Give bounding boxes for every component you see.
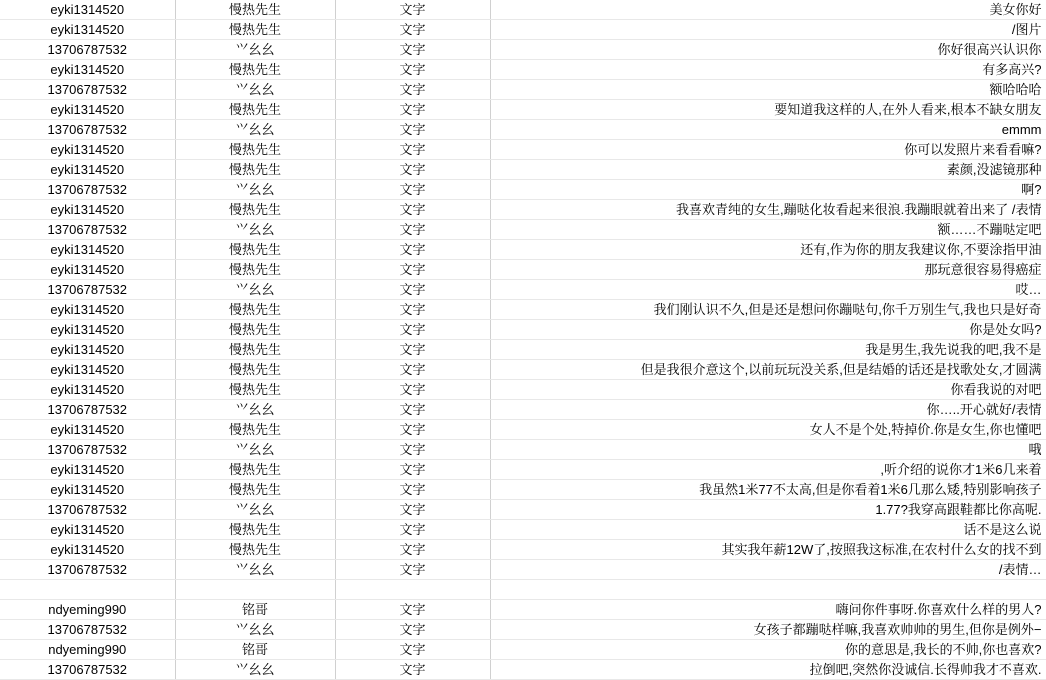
cell-account-id[interactable]: eyki1314520 [0, 240, 175, 260]
cell-message-type[interactable]: 文字 [335, 620, 490, 640]
cell-nickname[interactable]: 慢热先生 [175, 380, 335, 400]
cell-account-id[interactable]: 13706787532 [0, 440, 175, 460]
table-row[interactable] [0, 460, 1046, 480]
cell-account-id[interactable]: eyki1314520 [0, 140, 175, 160]
cell-account-id[interactable]: eyki1314520 [0, 200, 175, 220]
table-row[interactable] [0, 380, 1046, 400]
cell-message-text[interactable]: 你可以发照片来看看嘛? [490, 140, 1046, 160]
cell-account-id[interactable]: 13706787532 [0, 500, 175, 520]
cell-message-text[interactable]: 女人不是个处,特掉价.你是女生,你也懂吧 [490, 420, 1046, 440]
cell-message-text[interactable]: 有多高兴? [490, 60, 1046, 80]
cell-nickname[interactable]: 慢热先生 [175, 240, 335, 260]
cell-message-text[interactable]: /表情… [490, 560, 1046, 580]
cell-nickname[interactable]: 铭哥 [175, 640, 335, 660]
cell-message-text[interactable]: 女孩子都蹦哒样嘛,我喜欢帅帅的男生,但你是例外− [490, 620, 1046, 640]
cell-nickname[interactable]: 慢热先生 [175, 520, 335, 540]
cell-message-type[interactable]: 文字 [335, 540, 490, 560]
table-row[interactable] [0, 440, 1046, 460]
cell-message-text[interactable]: 你好很高兴认识你 [490, 40, 1046, 60]
cell-message-text[interactable]: 我们刚认识不久,但是还是想问你蹦哒句,你千万别生气,我也只是好奇 [490, 300, 1046, 320]
cell-message-text[interactable]: 嗨问你件事呀.你喜欢什么样的男人? [490, 600, 1046, 620]
cell-nickname[interactable]: 慢热先生 [175, 480, 335, 500]
cell-account-id[interactable]: 13706787532 [0, 180, 175, 200]
table-row[interactable] [0, 600, 1046, 620]
cell-account-id[interactable]: 13706787532 [0, 120, 175, 140]
cell-message-type[interactable]: 文字 [335, 560, 490, 580]
cell-nickname[interactable]: 慢热先生 [175, 420, 335, 440]
cell-nickname[interactable]: 慢热先生 [175, 200, 335, 220]
cell-nickname[interactable]: 慢热先生 [175, 60, 335, 80]
cell-message-text[interactable]: 你的意思是,我长的不帅,你也喜欢? [490, 640, 1046, 660]
cell-message-text[interactable]: ,听介绍的说你才1米6几来着 [490, 460, 1046, 480]
cell-message-type[interactable]: 文字 [335, 120, 490, 140]
cell-nickname[interactable]: 慢热先生 [175, 0, 335, 20]
cell-message-type[interactable]: 文字 [335, 300, 490, 320]
cell-account-id[interactable]: eyki1314520 [0, 340, 175, 360]
cell-message-type[interactable]: 文字 [335, 440, 490, 460]
table-row[interactable] [0, 220, 1046, 240]
cell-message-text[interactable]: 你看我说的对吧 [490, 380, 1046, 400]
cell-nickname[interactable]: ⺍幺幺 [175, 120, 335, 140]
cell-message-text[interactable]: 啊? [490, 180, 1046, 200]
table-row[interactable] [0, 500, 1046, 520]
table-row[interactable] [0, 360, 1046, 380]
cell-message-type[interactable]: 文字 [335, 600, 490, 620]
table-row[interactable] [0, 420, 1046, 440]
cell-nickname[interactable]: ⺍幺幺 [175, 280, 335, 300]
cell-message-type[interactable]: 文字 [335, 60, 490, 80]
cell-message-text[interactable]: 美女你好 [490, 0, 1046, 20]
cell-message-text[interactable]: 额……不蹦哒定吧 [490, 220, 1046, 240]
cell-nickname[interactable]: 铭哥 [175, 600, 335, 620]
cell-nickname[interactable]: ⺍幺幺 [175, 180, 335, 200]
cell-nickname[interactable]: 慢热先生 [175, 300, 335, 320]
cell-account-id[interactable]: eyki1314520 [0, 540, 175, 560]
cell-message-type[interactable]: 文字 [335, 200, 490, 220]
cell-message-type[interactable]: 文字 [335, 220, 490, 240]
table-row[interactable] [0, 120, 1046, 140]
table-row[interactable] [0, 40, 1046, 60]
cell-message-type[interactable]: 文字 [335, 160, 490, 180]
table-row[interactable] [0, 400, 1046, 420]
cell-account-id[interactable]: 13706787532 [0, 40, 175, 60]
table-row[interactable] [0, 480, 1046, 500]
cell-account-id[interactable]: eyki1314520 [0, 300, 175, 320]
cell-account-id[interactable]: eyki1314520 [0, 380, 175, 400]
cell-message-text[interactable]: 你是处女吗? [490, 320, 1046, 340]
cell-message-text[interactable]: 哎… [490, 280, 1046, 300]
table-row[interactable] [0, 640, 1046, 660]
cell-account-id[interactable]: eyki1314520 [0, 100, 175, 120]
cell-account-id[interactable]: 13706787532 [0, 280, 175, 300]
cell-nickname[interactable]: 慢热先生 [175, 320, 335, 340]
cell-account-id[interactable]: 13706787532 [0, 400, 175, 420]
cell-message-text[interactable]: 我喜欢青纯的女生,蹦哒化妆看起来很浪.我蹦眼就着出来了 /表情 [490, 200, 1046, 220]
cell-account-id[interactable]: 13706787532 [0, 80, 175, 100]
cell-account-id[interactable]: 13706787532 [0, 620, 175, 640]
cell-message-text[interactable]: 素颜,没滤镜那种 [490, 160, 1046, 180]
table-row[interactable] [0, 260, 1046, 280]
table-row[interactable] [0, 80, 1046, 100]
cell-message-text[interactable]: 1.77?我穿高跟鞋都比你高呢. [490, 500, 1046, 520]
table-row[interactable] [0, 520, 1046, 540]
table-row[interactable] [0, 0, 1046, 20]
cell-message-text[interactable]: emmm [490, 120, 1046, 140]
cell-nickname[interactable]: ⺍幺幺 [175, 660, 335, 680]
cell-nickname[interactable]: ⺍幺幺 [175, 560, 335, 580]
cell-message-text[interactable]: 我是男生,我先说我的吧,我不是 [490, 340, 1046, 360]
cell-message-type[interactable]: 文字 [335, 340, 490, 360]
cell-nickname[interactable]: 慢热先生 [175, 340, 335, 360]
cell-nickname[interactable] [175, 580, 335, 600]
cell-nickname[interactable]: ⺍幺幺 [175, 500, 335, 520]
cell-message-type[interactable]: 文字 [335, 380, 490, 400]
cell-message-text[interactable]: 其实我年薪12W了,按照我这标准,在农村什么女的找不到 [490, 540, 1046, 560]
cell-account-id[interactable]: 13706787532 [0, 560, 175, 580]
table-row[interactable] [0, 180, 1046, 200]
cell-nickname[interactable]: 慢热先生 [175, 100, 335, 120]
cell-message-text[interactable]: 哦 [490, 440, 1046, 460]
table-row[interactable] [0, 580, 1046, 600]
cell-message-text[interactable]: 还有,作为你的朋友我建议你,不要涂指甲油 [490, 240, 1046, 260]
cell-nickname[interactable]: 慢热先生 [175, 360, 335, 380]
cell-account-id[interactable]: eyki1314520 [0, 520, 175, 540]
table-row[interactable] [0, 540, 1046, 560]
cell-account-id[interactable]: eyki1314520 [0, 160, 175, 180]
cell-message-text[interactable]: 你…..开心就好/表情 [490, 400, 1046, 420]
cell-message-type[interactable] [335, 580, 490, 600]
cell-message-type[interactable]: 文字 [335, 460, 490, 480]
cell-nickname[interactable]: 慢热先生 [175, 20, 335, 40]
table-row[interactable] [0, 160, 1046, 180]
cell-message-type[interactable]: 文字 [335, 400, 490, 420]
cell-message-type[interactable]: 文字 [335, 140, 490, 160]
table-row[interactable] [0, 620, 1046, 640]
table-row[interactable] [0, 320, 1046, 340]
table-row[interactable] [0, 560, 1046, 580]
cell-account-id[interactable]: ndyeming990 [0, 600, 175, 620]
cell-nickname[interactable]: ⺍幺幺 [175, 440, 335, 460]
cell-message-text[interactable] [490, 580, 1046, 600]
table-row[interactable] [0, 240, 1046, 260]
cell-message-type[interactable]: 文字 [335, 360, 490, 380]
cell-message-text[interactable]: 要知道我这样的人,在外人看来,根本不缺女朋友 [490, 100, 1046, 120]
cell-nickname[interactable]: 慢热先生 [175, 540, 335, 560]
cell-message-type[interactable]: 文字 [335, 320, 490, 340]
cell-message-type[interactable]: 文字 [335, 240, 490, 260]
cell-account-id[interactable]: eyki1314520 [0, 480, 175, 500]
cell-message-type[interactable]: 文字 [335, 100, 490, 120]
cell-message-text[interactable]: 拉倒吧,突然你没诚信.长得帅我才不喜欢. [490, 660, 1046, 680]
cell-nickname[interactable]: ⺍幺幺 [175, 220, 335, 240]
cell-message-type[interactable]: 文字 [335, 480, 490, 500]
cell-account-id[interactable]: 13706787532 [0, 660, 175, 680]
cell-message-text[interactable]: 话不是这么说 [490, 520, 1046, 540]
table-row[interactable] [0, 140, 1046, 160]
table-row[interactable] [0, 60, 1046, 80]
cell-nickname[interactable]: ⺍幺幺 [175, 40, 335, 60]
cell-nickname[interactable]: 慢热先生 [175, 260, 335, 280]
cell-message-text[interactable]: /图片 [490, 20, 1046, 40]
cell-message-type[interactable]: 文字 [335, 660, 490, 680]
cell-nickname[interactable]: ⺍幺幺 [175, 620, 335, 640]
table-row[interactable] [0, 660, 1046, 680]
cell-account-id[interactable]: eyki1314520 [0, 260, 175, 280]
cell-nickname[interactable]: ⺍幺幺 [175, 80, 335, 100]
cell-message-type[interactable]: 文字 [335, 500, 490, 520]
cell-message-type[interactable]: 文字 [335, 640, 490, 660]
table-row[interactable] [0, 100, 1046, 120]
cell-account-id[interactable] [0, 580, 175, 600]
cell-message-type[interactable]: 文字 [335, 80, 490, 100]
cell-message-type[interactable]: 文字 [335, 280, 490, 300]
table-row[interactable] [0, 300, 1046, 320]
table-row[interactable] [0, 20, 1046, 40]
cell-message-text[interactable]: 那玩意很容易得癌症 [490, 260, 1046, 280]
cell-message-text[interactable]: 我虽然1米77不太高,但是你看着1米6几那么矮,特别影响孩子 [490, 480, 1046, 500]
cell-message-type[interactable]: 文字 [335, 180, 490, 200]
cell-account-id[interactable]: eyki1314520 [0, 320, 175, 340]
cell-account-id[interactable]: 13706787532 [0, 220, 175, 240]
cell-message-type[interactable]: 文字 [335, 20, 490, 40]
cell-message-text[interactable]: 额哈哈哈 [490, 80, 1046, 100]
cell-nickname[interactable]: 慢热先生 [175, 460, 335, 480]
table-row[interactable] [0, 280, 1046, 300]
cell-message-type[interactable]: 文字 [335, 260, 490, 280]
cell-account-id[interactable]: eyki1314520 [0, 0, 175, 20]
cell-account-id[interactable]: eyki1314520 [0, 360, 175, 380]
cell-account-id[interactable]: ndyeming990 [0, 640, 175, 660]
cell-message-type[interactable]: 文字 [335, 420, 490, 440]
cell-nickname[interactable]: 慢热先生 [175, 160, 335, 180]
cell-nickname[interactable]: 慢热先生 [175, 140, 335, 160]
cell-account-id[interactable]: eyki1314520 [0, 420, 175, 440]
table-row[interactable] [0, 200, 1046, 220]
cell-message-type[interactable]: 文字 [335, 520, 490, 540]
cell-account-id[interactable]: eyki1314520 [0, 460, 175, 480]
cell-message-text[interactable]: 但是我很介意这个,以前玩玩没关系,但是结婚的话还是找歌处女,才圆满 [490, 360, 1046, 380]
cell-message-type[interactable]: 文字 [335, 0, 490, 20]
cell-account-id[interactable]: eyki1314520 [0, 60, 175, 80]
cell-nickname[interactable]: ⺍幺幺 [175, 400, 335, 420]
cell-account-id[interactable]: eyki1314520 [0, 20, 175, 40]
cell-message-type[interactable]: 文字 [335, 40, 490, 60]
table-row[interactable] [0, 340, 1046, 360]
